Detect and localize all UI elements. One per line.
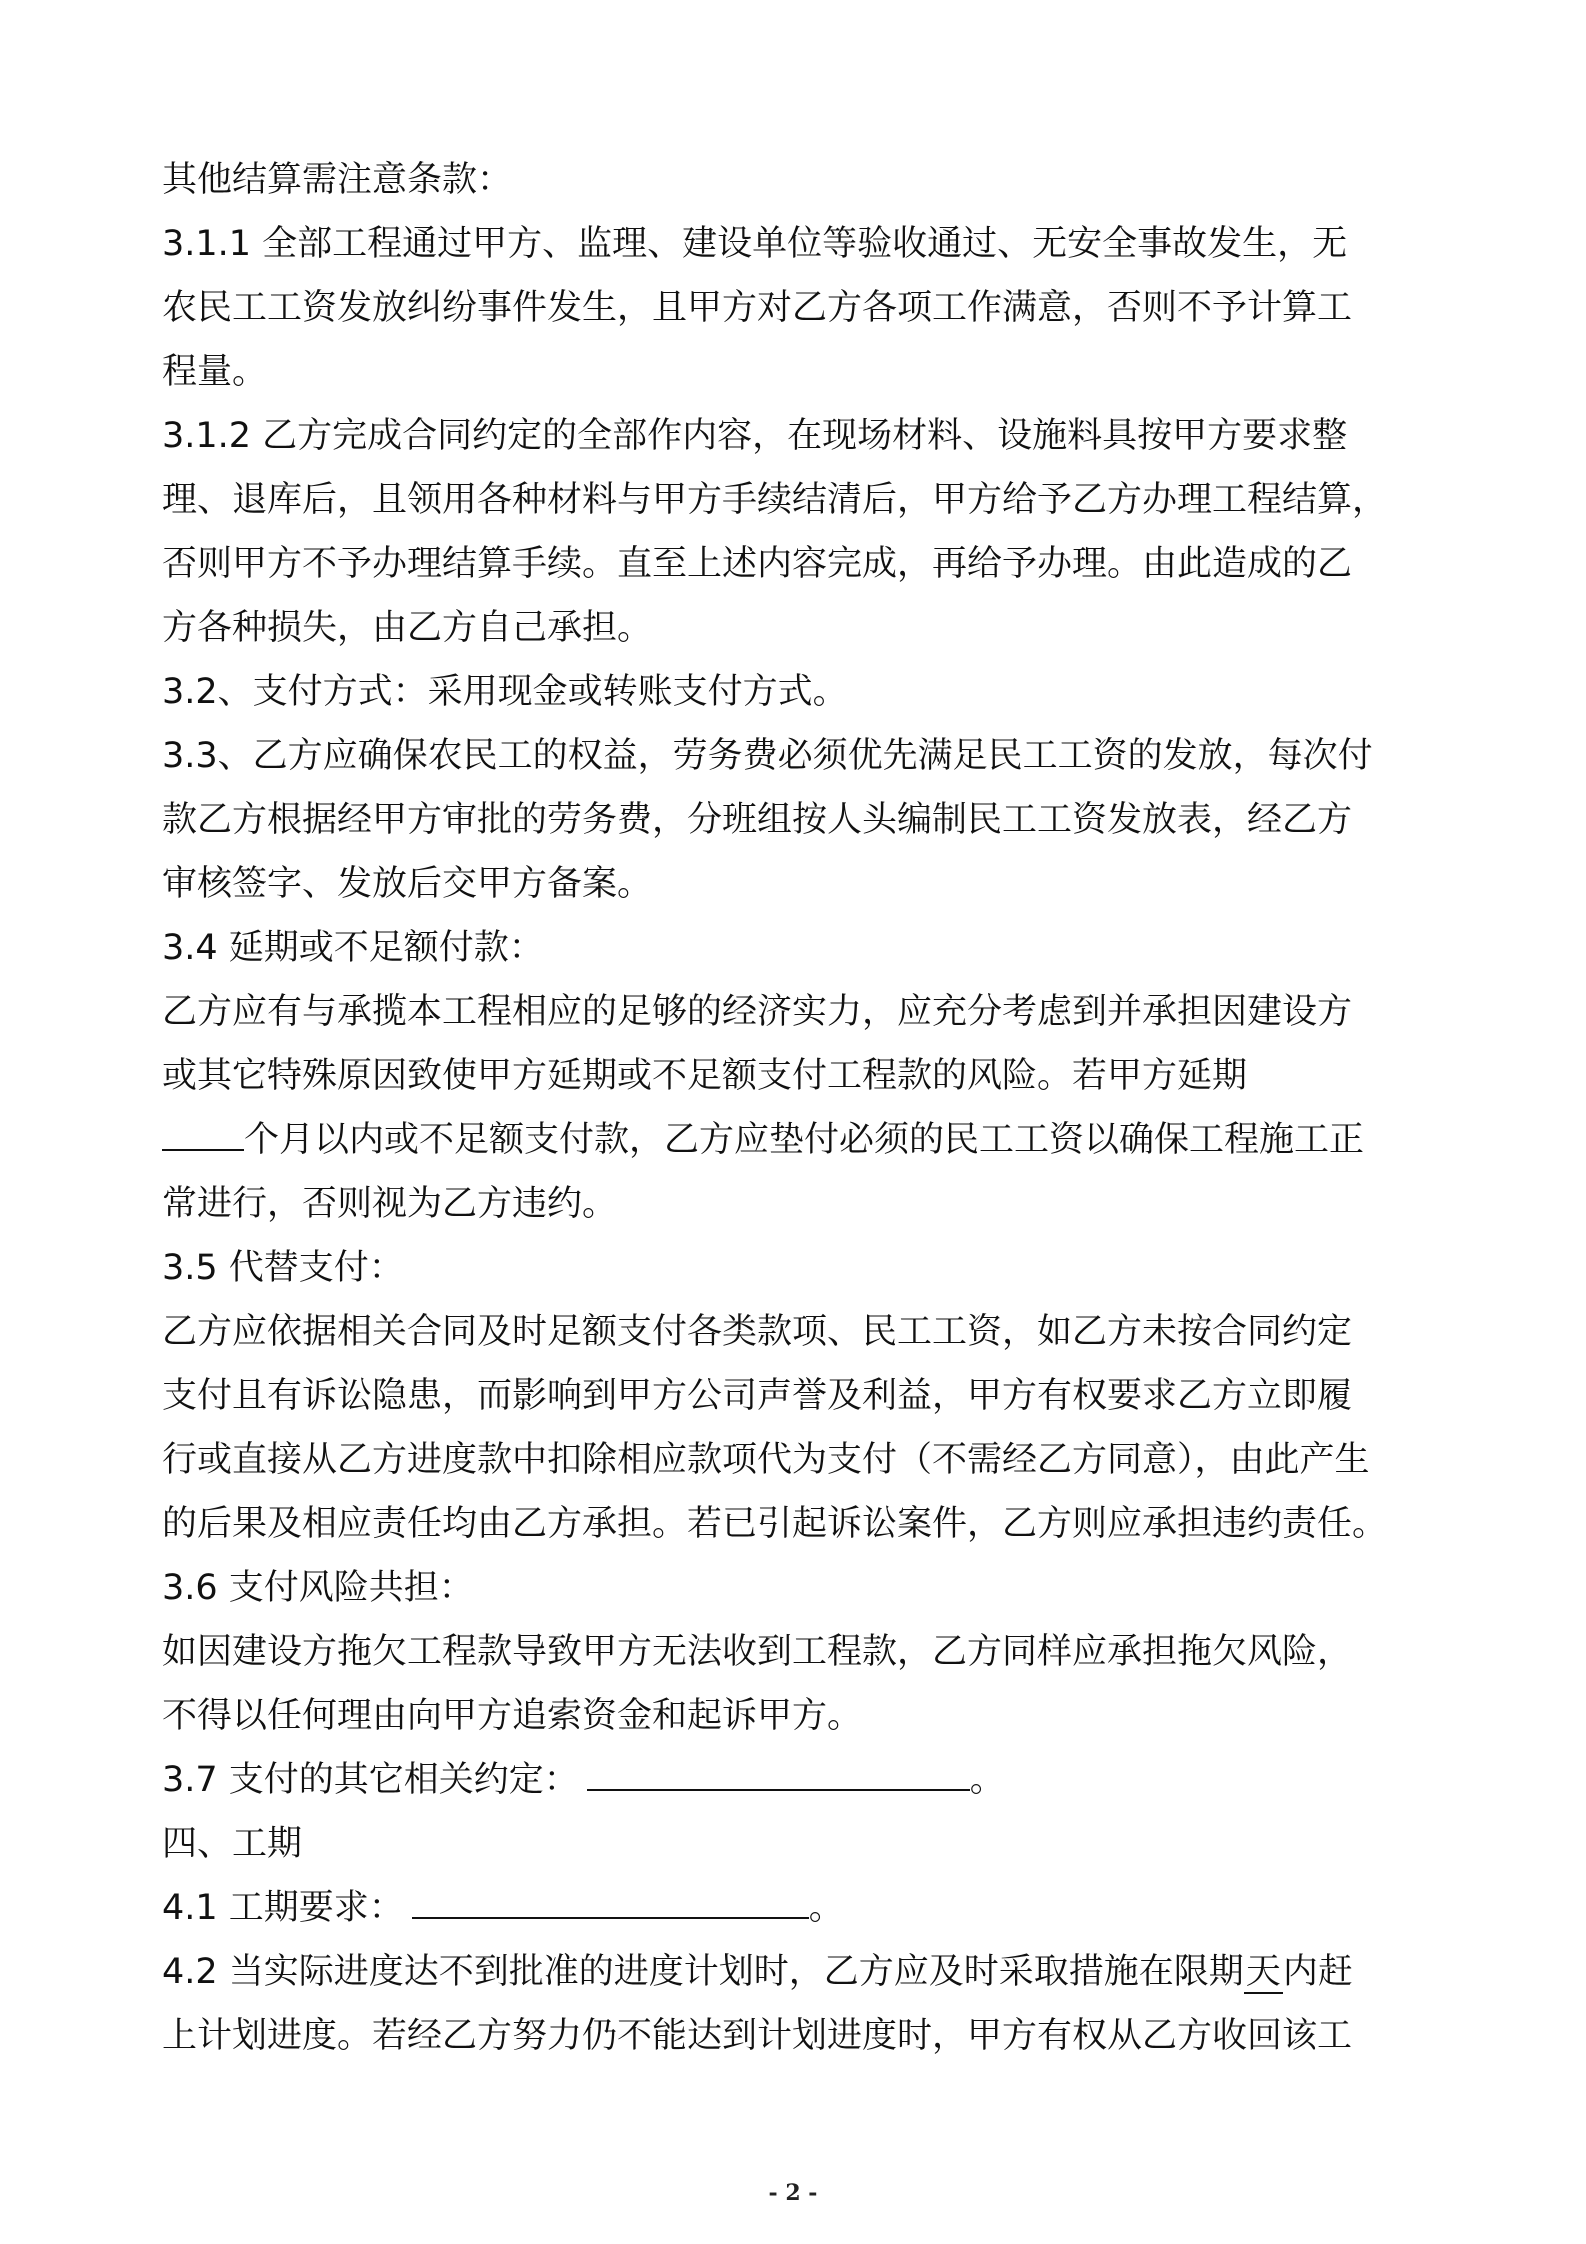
fill-in-blank-schedule[interactable]: [412, 1883, 809, 1919]
text-line: 乙方应有与承揽本工程相应的足够的经济实力，应充分考虑到并承担因建设方: [162, 992, 1353, 1032]
text-segment: 3.7 支付的其它相关约定：: [162, 1760, 579, 1800]
text-line: 3.2、支付方式：采用现金或转账支付方式。: [162, 672, 848, 712]
text-line-with-blank: [162, 1108, 1437, 1172]
text-line: 乙方应依据相关合同及时足额支付各类款项、民工工资，如乙方未按合同约定: [162, 1312, 1353, 1352]
fill-in-blank-days[interactable]: 天: [1245, 1952, 1281, 1992]
text-line: 上计划进度。若经乙方努力仍不能达到计划进度时，甲方有权从乙方收回该工: [162, 2016, 1353, 2056]
text-line: 行或直接从乙方进度款中扣除相应款项代为支付（不需经乙方同意），由此产生: [162, 1440, 1370, 1480]
fill-in-blank-other-terms[interactable]: [587, 1755, 970, 1791]
text-line: 3.3、乙方应确保农民工的权益，劳务费必须优先满足民工工资的发放，每次付: [162, 736, 1373, 776]
text-line: 审核签字、发放后交甲方备案。: [162, 864, 653, 904]
text-segment: 4.1 工期要求：: [162, 1888, 404, 1928]
text-segment: 4.2 当实际进度达不到批准的进度计划时，乙方应及时采取措施在限期: [162, 1952, 1244, 1992]
section-heading: 四、工期: [162, 1824, 303, 1864]
text-line: 的后果及相应责任均由乙方承担。若已引起诉讼案件，乙方则应承担违约责任。: [162, 1504, 1388, 1544]
text-line: 款乙方根据经甲方审批的劳务费，分班组按人头编制民工工资发放表，经乙方: [162, 800, 1353, 840]
text-line: 如因建设方拖欠工程款导致甲方无法收到工程款，乙方同样应承担拖欠风险，: [162, 1632, 1353, 1672]
text-segment: 个月以内或不足额支付款，乙方应垫付必须的民工工资以确保工程施工正: [244, 1120, 1365, 1160]
text-line: 理、退库后，且领用各种材料与甲方手续结清后，甲方给予乙方办理工程结算，: [162, 480, 1388, 520]
text-line: 农民工工资发放纠纷事件发生，且甲方对乙方各项工作满意，否则不予计算工: [162, 288, 1353, 328]
text-line: 支付且有诉讼隐患，而影响到甲方公司声誉及利益，甲方有权要求乙方立即履: [162, 1376, 1353, 1416]
text-line: 3.1.2 乙方完成合同约定的全部作内容，在现场材料、设施料具按甲方要求整: [162, 416, 1348, 456]
text-line-with-blank: [162, 1876, 1437, 1940]
fill-in-blank-months[interactable]: [162, 1115, 244, 1151]
text-line-with-blank: [162, 1940, 1437, 2004]
text-line: 程量。: [162, 352, 268, 392]
text-line: 不得以任何理由向甲方追索资金和起诉甲方。: [162, 1696, 863, 1736]
text-line: 3.6 支付风险共担：: [162, 1568, 474, 1608]
text-line-with-blank: [162, 1748, 1437, 1812]
text-line: 3.5 代替支付：: [162, 1248, 404, 1288]
page-number: - 2 -: [768, 2180, 818, 2206]
text-line: 方各种损失，由乙方自己承担。: [162, 608, 653, 648]
text-segment: 。: [969, 1760, 1005, 1800]
text-line: 3.1.1 全部工程通过甲方、监理、建设单位等验收通过、无安全事故发生，无: [162, 224, 1348, 264]
text-segment: 内赶: [1282, 1952, 1353, 1992]
document-body: [162, 148, 1437, 2068]
text-segment: 。: [808, 1888, 844, 1928]
text-line: 3.4 延期或不足额付款：: [162, 928, 544, 968]
text-line: 否则甲方不予办理结算手续。直至上述内容完成，再给予办理。由此造成的乙: [162, 544, 1353, 584]
text-line: 或其它特殊原因致使甲方延期或不足额支付工程款的风险。若甲方延期: [162, 1056, 1248, 1096]
text-line: 其他结算需注意条款：: [162, 160, 513, 200]
text-line: 常进行，否则视为乙方违约。: [162, 1184, 618, 1224]
